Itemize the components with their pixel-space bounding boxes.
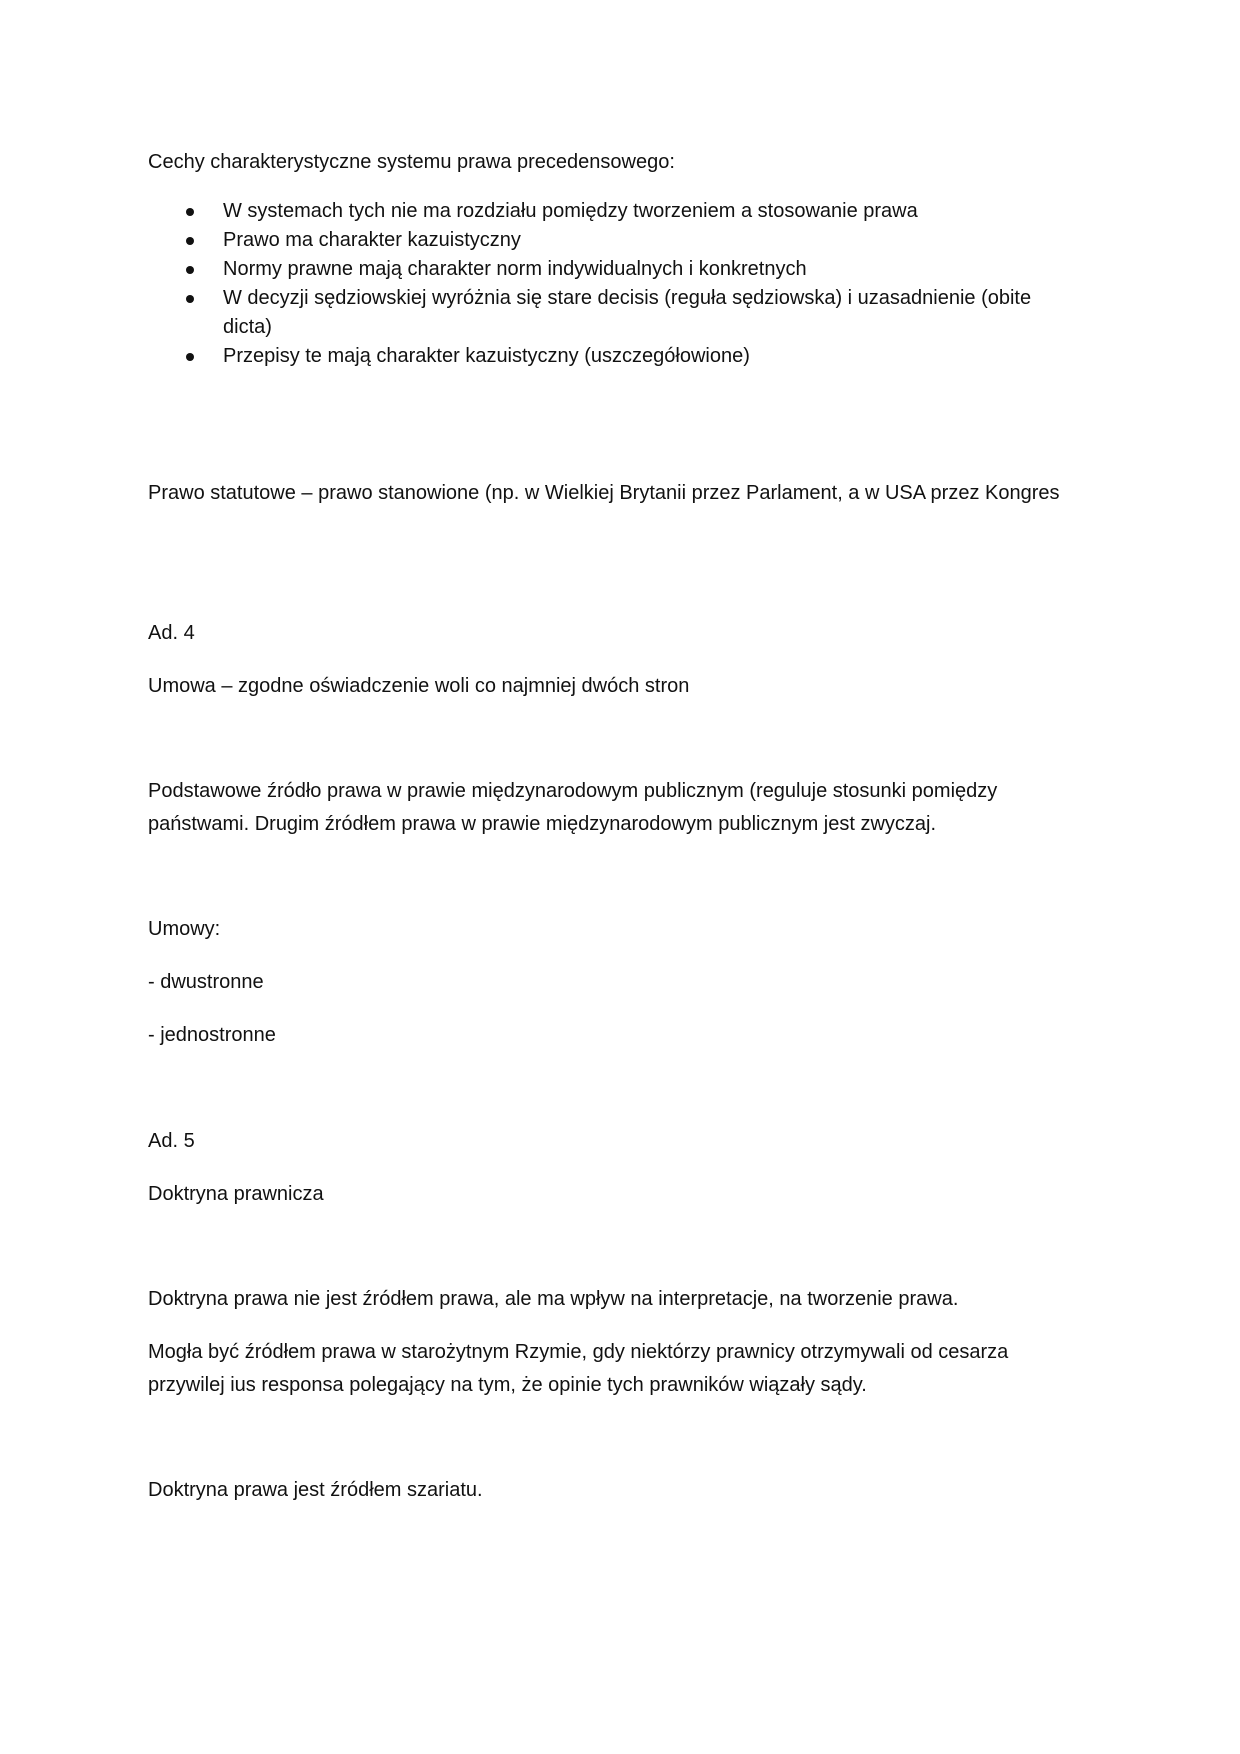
list-item: Prawo ma charakter kazuistyczny bbox=[148, 226, 1068, 255]
contract-type-bilateral: - dwustronne bbox=[148, 971, 264, 993]
bullet-icon bbox=[186, 295, 194, 303]
doctrine-not-source-paragraph: Doktryna prawa nie jest źródłem prawa, ale ma wpływ na interpretacje, na tworzenie prawa. bbox=[148, 1288, 959, 1310]
precedent-features-list bbox=[148, 197, 1068, 371]
contract-definition: Umowa – zgodne oświadczenie woli co najmniej dwóch stron bbox=[148, 675, 690, 697]
bullet-icon bbox=[186, 208, 194, 216]
precedent-heading: Cechy charakterystyczne systemu prawa precedensowego: bbox=[148, 151, 675, 173]
ad4-heading: Ad. 4 bbox=[148, 622, 195, 644]
list-item: W decyzji sędziowskiej wyróżnia się stare decisis (reguła sędziowska) i uzasadnienie (obite dicta) bbox=[148, 284, 1068, 342]
bullet-icon bbox=[186, 353, 194, 361]
doctrine-heading: Doktryna prawnicza bbox=[148, 1183, 324, 1205]
contract-type-unilateral: - jednostronne bbox=[148, 1024, 276, 1046]
list-item: Normy prawne mają charakter norm indywidualnych i konkretnych bbox=[148, 255, 1068, 284]
ad5-heading: Ad. 5 bbox=[148, 1130, 195, 1152]
doctrine-sharia-paragraph: Doktryna prawa jest źródłem szariatu. bbox=[148, 1479, 483, 1501]
bullet-icon bbox=[186, 237, 194, 245]
list-item: Przepisy te mają charakter kazuistyczny (uszczegółowione) bbox=[148, 342, 1068, 371]
list-item: W systemach tych nie ma rozdziału pomiędzy tworzeniem a stosowanie prawa bbox=[148, 197, 1068, 226]
bullet-icon bbox=[186, 266, 194, 274]
statute-law-paragraph: Prawo statutowe – prawo stanowione (np. w Wielkiej Brytanii przez Parlament, a w USA przez Kongres bbox=[148, 482, 1060, 504]
contracts-heading: Umowy: bbox=[148, 918, 221, 940]
international-law-paragraph: Podstawowe źródło prawa w prawie międzynarodowym publicznym (reguluje stosunki pomiędzy państwami. Drugim źródłem prawa w prawie międzynarodowym publicznym jest zwyczaj. bbox=[148, 780, 998, 835]
doctrine-rome-paragraph: Mogła być źródłem prawa w starożytnym Rzymie, gdy niektórzy prawnicy otrzymywali od cesarza przywilej ius responsa polegający na tym, że opinie tych prawników wiązały sądy. bbox=[148, 1341, 1009, 1396]
